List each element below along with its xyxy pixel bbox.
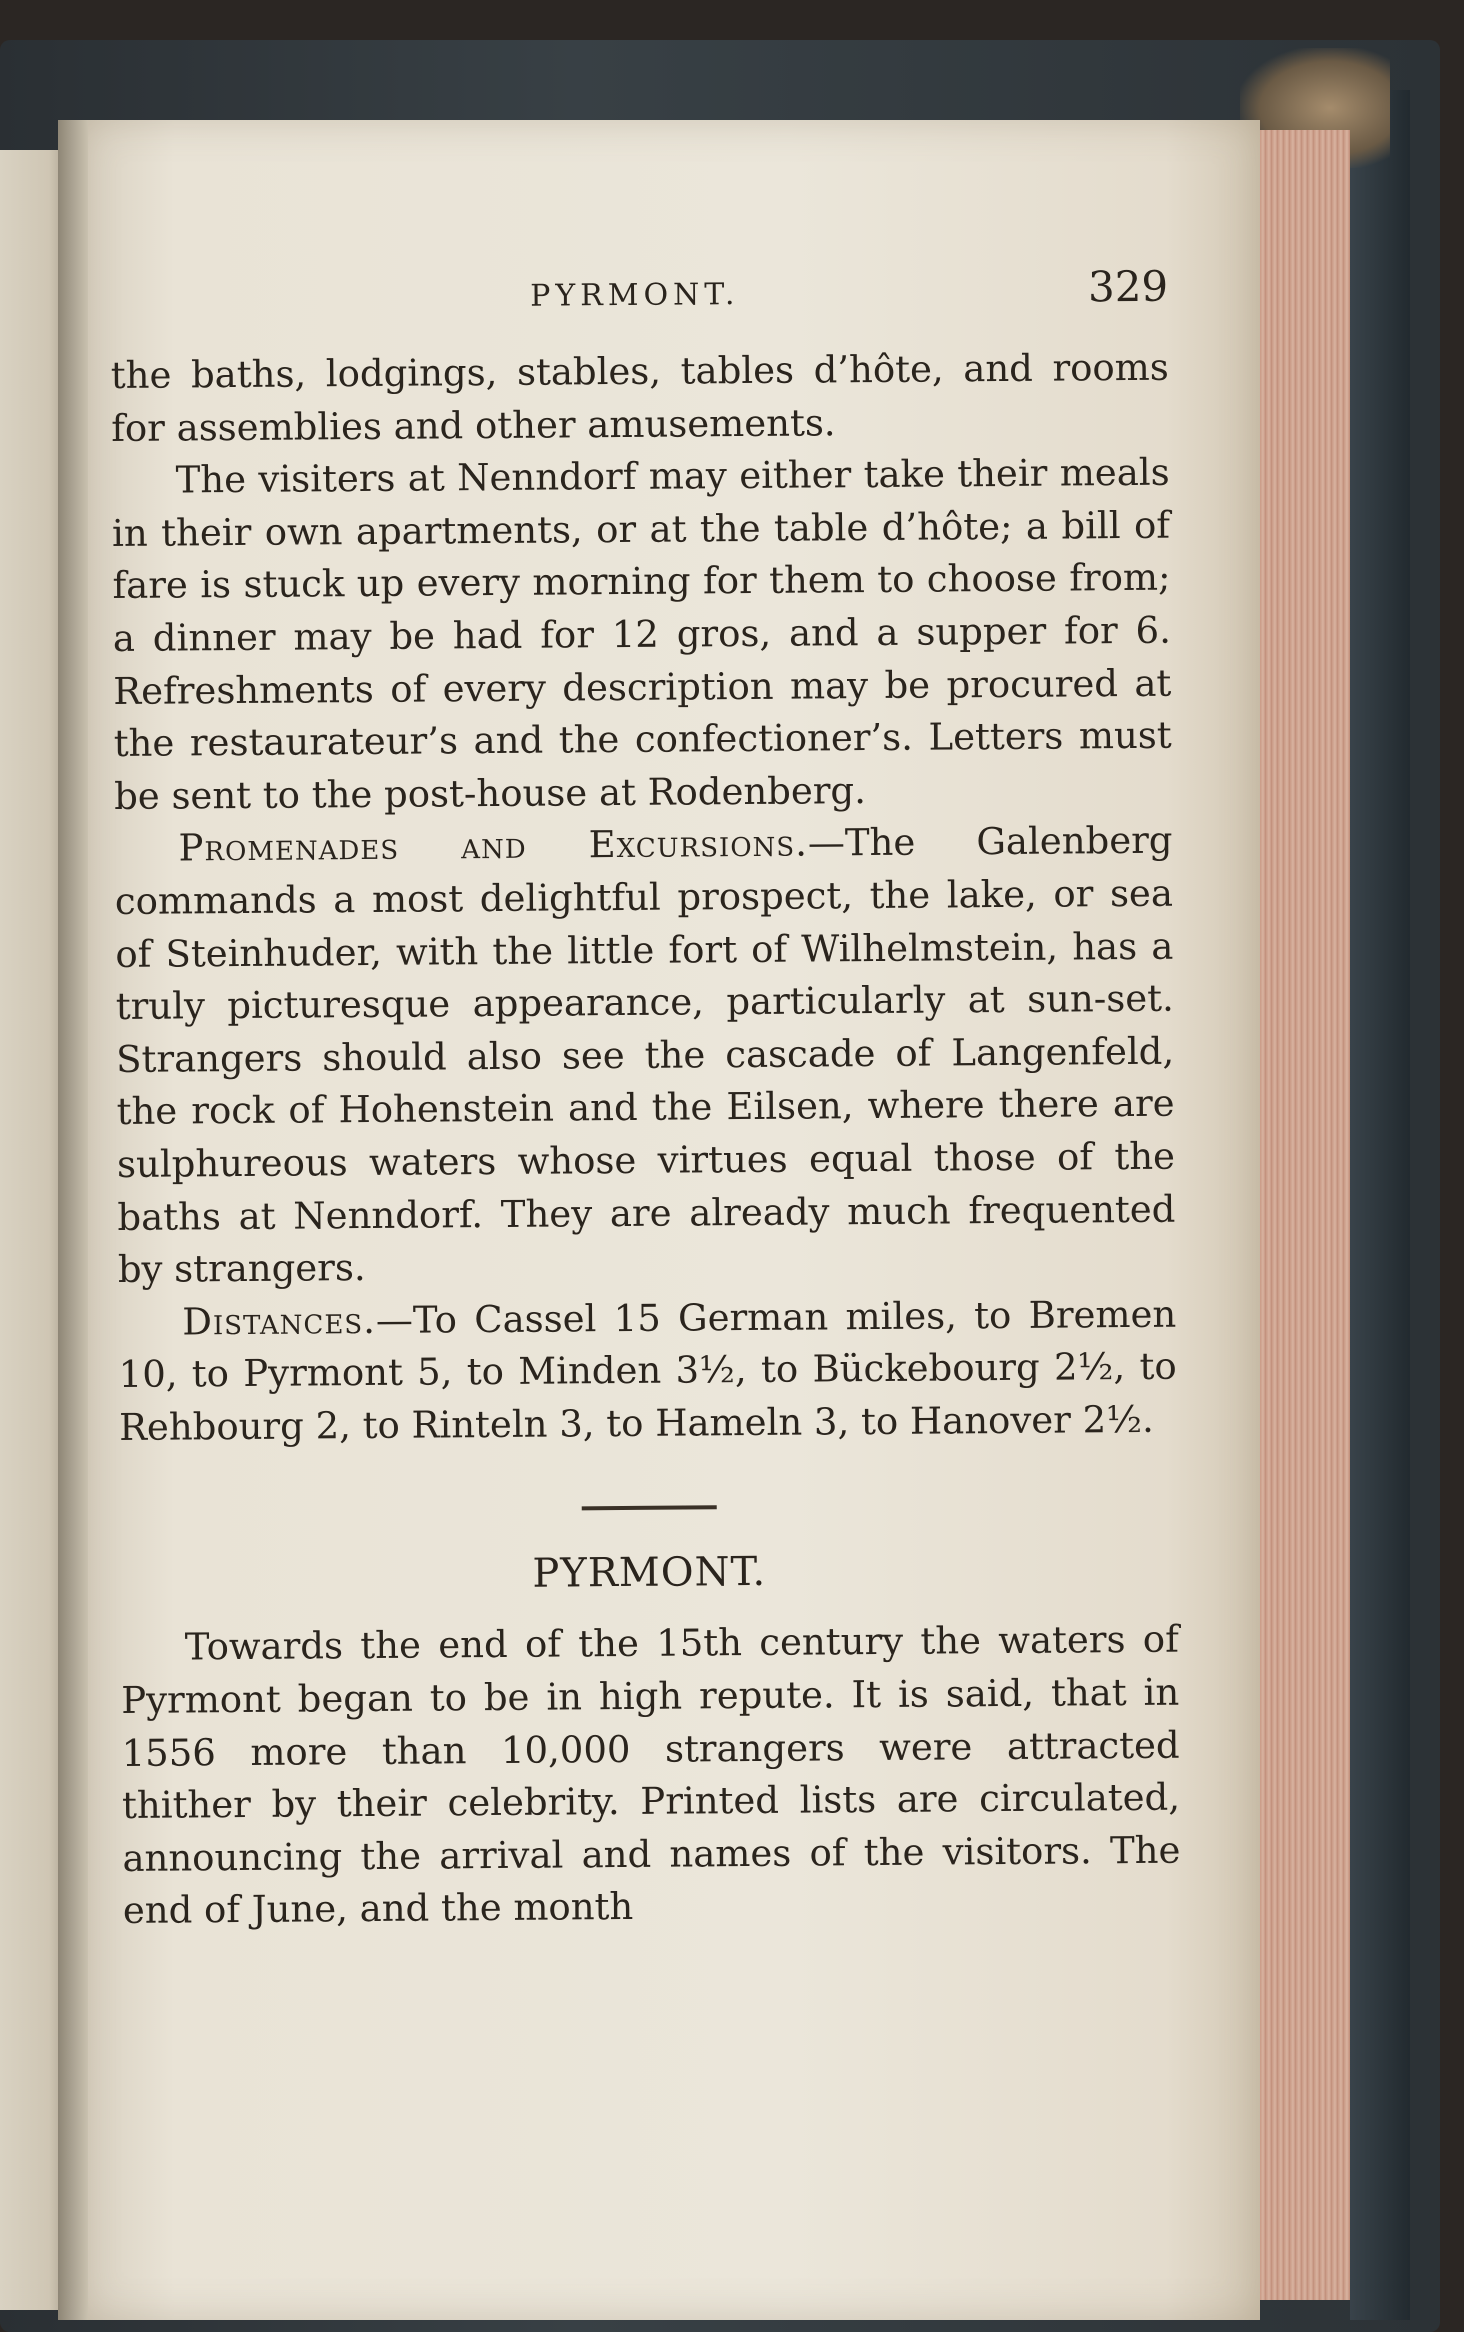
page-number: 329 bbox=[1087, 261, 1169, 312]
distances-heading: Distances. bbox=[182, 1298, 377, 1344]
paragraph-visiters: The visiters at Nenndorf may either take their meals in their own apartments, or at the table d’hôte; a bill of fare is stuck up every morning for them to choose from; a dinner may be had for 12 gros, and a supper for 6. Refreshments of every description may be procured at the restaurateur’s and the confectioner’s. Letters must be sent to the post-house at Rodenberg. bbox=[111, 450, 1172, 818]
running-head bbox=[110, 262, 1169, 350]
distances-text: —To Cassel 15 German miles, to Bremen 10, to Pyrmont 5, to Minden 3½, to Bückebourg 2½, to Rehbourg 2, to Rinteln 3, to Hameln 3, to Hanover 2½. bbox=[118, 1292, 1177, 1449]
paragraph-continuation: the baths, lodgings, stables, tables d’hôte, and rooms for assemblies and other amusements. bbox=[110, 345, 1169, 450]
book-spine-edge bbox=[1350, 90, 1410, 2320]
paragraph-distances bbox=[118, 1288, 1177, 1454]
paragraph-pyrmont: Towards the end of the 15th century the waters of Pyrmont began to be in high repute. It is said, that in 1556 more than 10,000 strangers were attracted thither by their celebrity. Printed lists are circulated, announcing the arrival and names of the visitors. The end of June, and the month bbox=[121, 1618, 1181, 1933]
section-divider bbox=[581, 1506, 716, 1511]
page-fore-edge bbox=[1260, 130, 1350, 2300]
book-gutter bbox=[58, 120, 88, 2320]
running-title: PYRMONT. bbox=[530, 277, 740, 314]
page-text-block bbox=[110, 262, 1181, 1938]
promenades-text: —The Galenberg commands a most delightful prospect, the lake, or sea of Steinhuder, with the little fort of Wilhelmstein, has a truly picturesque appearance, particularly at sun-set. Strangers should also see the cascade of Langenfeld, the rock of Hohenstein and the Eilsen, where there are sulphureous waters whose virtues equal those of the baths at Nenndorf. They are already much frequented by strangers. bbox=[114, 819, 1176, 1292]
paragraph-promenades bbox=[114, 815, 1176, 1297]
promenades-heading: Promenades and Excursions. bbox=[178, 821, 809, 870]
section-title: PYRMONT. bbox=[532, 1549, 767, 1598]
